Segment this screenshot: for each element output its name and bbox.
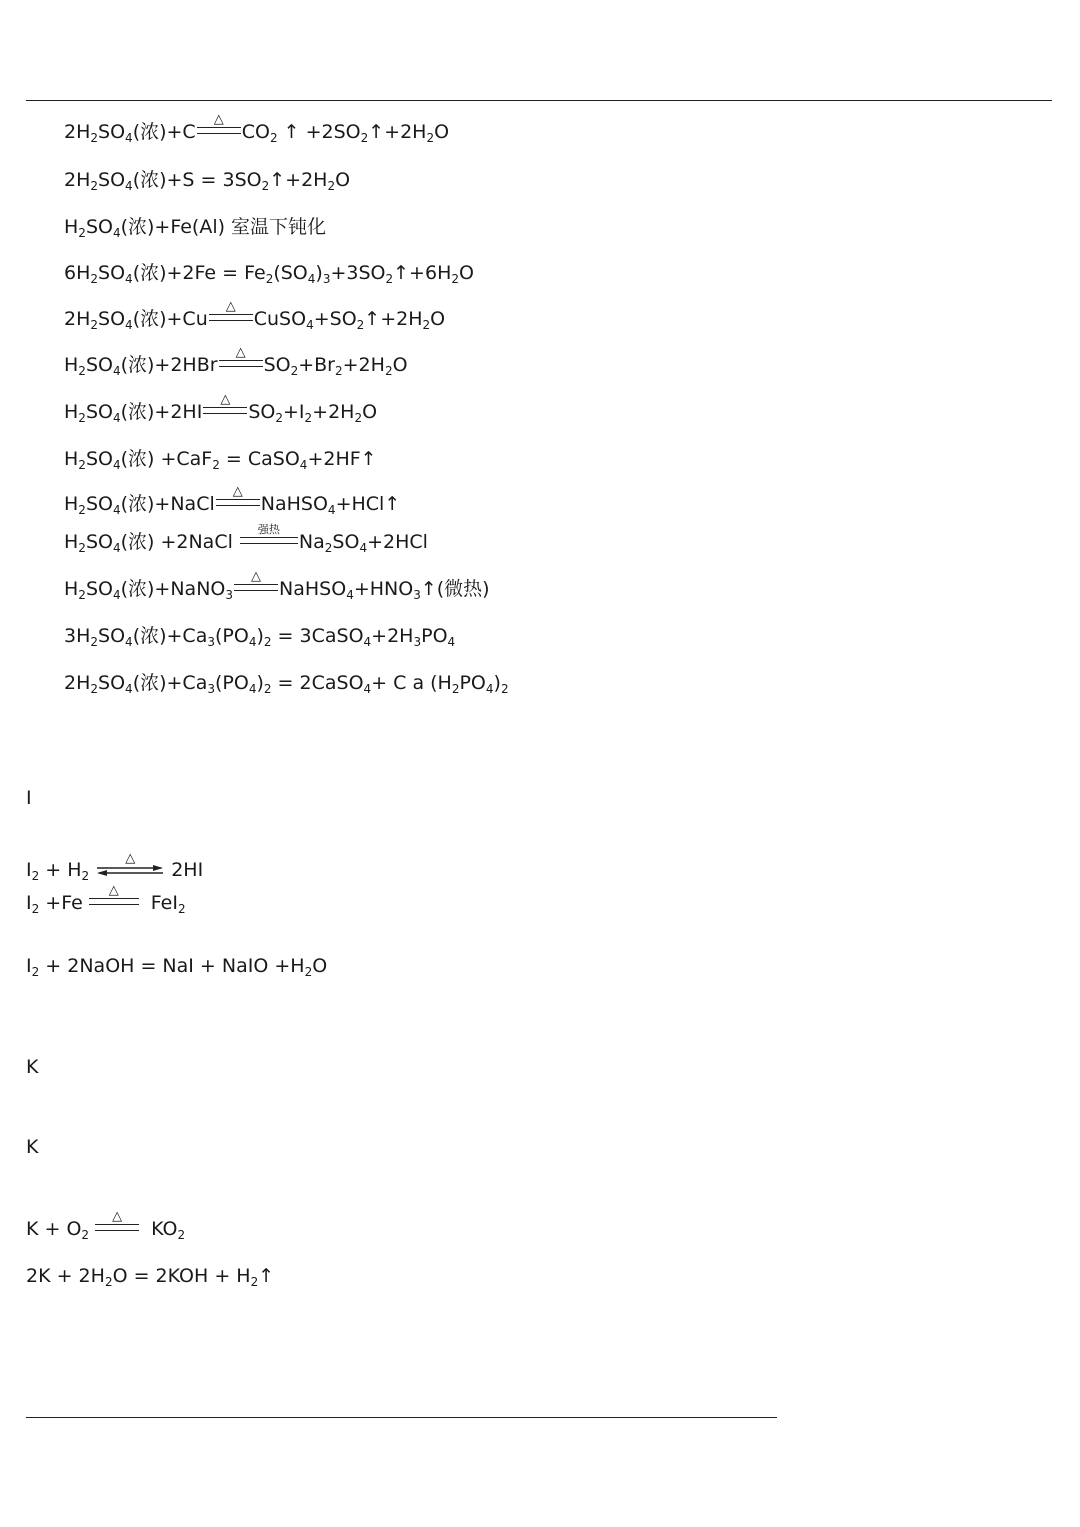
subscript: 3 (413, 588, 421, 602)
subscript: 2 (385, 272, 394, 286)
subscript: 2 (31, 902, 40, 916)
formula-text: K + O (26, 1218, 82, 1240)
subscript: 4 (112, 503, 121, 517)
equation-h2so4-nacl-heat (64, 484, 401, 517)
formula-text: O (392, 354, 408, 376)
formula-text: +I (282, 401, 305, 423)
formula-text: (SO (273, 262, 308, 284)
formula-text: SO (98, 169, 126, 191)
formula-text: + 2NaOH = NaI + NaIO +H (39, 955, 305, 977)
formula-text: (PO (214, 625, 249, 647)
subscript: 2 (177, 1228, 186, 1242)
subscript: 2 (290, 364, 299, 378)
formula-text: CuSO (253, 308, 307, 330)
subscript: 2 (31, 965, 40, 979)
subscript: 4 (125, 635, 133, 649)
formula-text (197, 127, 241, 134)
formula-text (240, 537, 298, 544)
subscript: 2 (31, 869, 40, 883)
section-heading-potassium-1: K (26, 1056, 39, 1078)
subscript: 2 (324, 541, 333, 555)
formula-text: +Br (298, 354, 335, 376)
subscript: 2 (78, 364, 86, 378)
formula-text: 2HI (171, 859, 204, 881)
formula-text: (PO (214, 672, 249, 694)
formula-text: O (335, 169, 351, 191)
equation-h2so4-passivation (64, 215, 326, 239)
formula-text: H (64, 354, 79, 376)
formula-text (95, 1224, 139, 1231)
subscript: 4 (112, 411, 121, 425)
formula-text: ) (256, 625, 264, 647)
formula-text: 2H (64, 672, 91, 694)
formula-text: △ (235, 345, 246, 360)
formula-text: 2H (64, 169, 91, 191)
subscript: 2 (90, 635, 99, 649)
subscript: 2 (177, 902, 186, 916)
formula-text: ↑+2H (269, 169, 328, 191)
formula-text: ↑ (258, 1265, 275, 1287)
subscript: 4 (112, 541, 121, 555)
section-heading-iodine: I (26, 787, 32, 809)
subscript: 2 (212, 458, 220, 472)
subscript: 4 (363, 682, 372, 696)
formula-text: H (64, 531, 79, 553)
subscript: 2 (500, 682, 509, 696)
subscript: 4 (112, 458, 121, 472)
formula-text: SO (85, 578, 113, 600)
equation-h2so4-phosphate-2 (64, 671, 509, 695)
section-heading-potassium-2: K (26, 1136, 39, 1158)
formula-text (203, 407, 247, 414)
formula-text: △ (220, 392, 231, 407)
formula-text: △ (225, 299, 236, 314)
formula-text: O (312, 955, 328, 977)
formula-text: KO (151, 1218, 178, 1240)
subscript: 2 (354, 411, 363, 425)
formula-text: +HNO (353, 578, 414, 600)
subscript: 2 (78, 226, 86, 240)
formula-text (219, 360, 263, 367)
formula-text: (浓)+2HBr (120, 354, 218, 376)
formula-text: (浓) +2NaCl (120, 531, 239, 553)
equation-potassium-oxygen (26, 1209, 186, 1242)
heat-condition-arrow (219, 345, 263, 371)
formula-text: H (64, 578, 79, 600)
formula-text: SO (85, 354, 113, 376)
formula-text: 2K + 2H (26, 1265, 105, 1287)
formula-text: △ (108, 883, 119, 898)
formula-text: I (26, 892, 32, 914)
formula-text: I (26, 859, 32, 881)
formula-text: SO (332, 531, 360, 553)
formula-text: SO (248, 401, 276, 423)
subscript: 2 (451, 272, 459, 286)
formula-text: +SO (313, 308, 357, 330)
subscript: 4 (447, 635, 456, 649)
formula-text: +Fe (39, 892, 83, 914)
subscript: 2 (90, 179, 99, 193)
formula-text: H (64, 448, 79, 470)
formula-text: +3SO (330, 262, 386, 284)
heat-condition-arrow (209, 299, 253, 325)
equation-h2so4-hbr (64, 345, 408, 378)
formula-text: SO (85, 448, 113, 470)
subscript: 2 (356, 318, 365, 332)
formula-text: = 2CaSO (271, 672, 364, 694)
subscript: 2 (261, 179, 270, 193)
subscript: 3 (207, 682, 215, 696)
subscript: 2 (360, 131, 369, 145)
formula-text: O (362, 401, 378, 423)
formula-text: + H (39, 859, 82, 881)
formula-text: SO (98, 121, 126, 143)
equation-iodine-hydrogen (26, 851, 204, 883)
formula-text: +2HCl (367, 531, 428, 553)
formula-text: (浓)+Ca (132, 625, 208, 647)
formula-text: H (64, 216, 79, 238)
subscript: 4 (125, 272, 133, 286)
subscript: 4 (125, 131, 133, 145)
formula-text: (浓)+Fe(Al) 室温下钝化 (120, 216, 327, 238)
subscript: 3 (322, 272, 331, 286)
subscript: 4 (346, 588, 354, 602)
subscript: 4 (125, 179, 133, 193)
subscript: 4 (485, 682, 494, 696)
subscript: 2 (81, 869, 90, 883)
formula-text: SO (98, 672, 126, 694)
formula-text (216, 499, 260, 506)
formula-text: △ (213, 112, 224, 127)
subscript: 4 (112, 364, 121, 378)
formula-text (209, 314, 253, 321)
formula-text: ) (315, 262, 323, 284)
subscript: 2 (78, 458, 86, 472)
formula-text: △ (125, 851, 136, 866)
equation-potassium-water (26, 1264, 274, 1288)
equation-iodine-iron (26, 883, 186, 916)
formula-text (234, 584, 278, 591)
formula-text: 6H (64, 262, 91, 284)
formula-text: +2H (371, 625, 414, 647)
subscript: 2 (78, 503, 86, 517)
subscript: 4 (299, 458, 308, 472)
formula-text: 2H (64, 121, 91, 143)
subscript: 2 (263, 682, 272, 696)
heat-condition-arrow (216, 484, 260, 510)
formula-text: SO (85, 493, 113, 515)
formula-text: NaHSO (279, 578, 347, 600)
subscript: 2 (422, 318, 431, 332)
subscript: 2 (384, 364, 393, 378)
formula-text: SO (85, 401, 113, 423)
formula-text: = 3CaSO (271, 625, 364, 647)
formula-text: PO (459, 672, 486, 694)
heat-condition-arrow (197, 112, 241, 138)
formula-text: = CaSO (219, 448, 300, 470)
formula-text: SO (85, 531, 113, 553)
heat-condition-arrow (95, 1209, 139, 1235)
formula-text: O = 2KOH + H (112, 1265, 251, 1287)
subscript: 2 (104, 1275, 113, 1289)
heat-condition-arrow (203, 392, 247, 418)
subscript: 2 (327, 179, 336, 193)
equation-h2so4-sulfur (64, 168, 350, 192)
formula-text: H (64, 493, 79, 515)
formula-text: + C a (H (371, 672, 452, 694)
subscript: 4 (248, 635, 257, 649)
subscript: 4 (307, 272, 316, 286)
formula-text: (浓)+Cu (132, 308, 208, 330)
formula-text: CO (241, 121, 270, 143)
formula-text: O (459, 262, 474, 284)
subscript: 2 (269, 131, 278, 145)
formula-text: SO (98, 262, 126, 284)
equation-h2so4-carbon (64, 112, 450, 145)
formula-text: ↑(微热) (420, 578, 490, 600)
equation-h2so4-copper (64, 299, 446, 332)
formula-text: △ (112, 1209, 123, 1224)
formula-text: O (430, 308, 446, 330)
subscript: 4 (359, 541, 368, 555)
formula-text: O (434, 121, 450, 143)
formula-text: △ (251, 569, 262, 584)
subscript: 2 (265, 272, 274, 286)
reversible-heat-arrow (95, 851, 165, 876)
subscript: 2 (451, 682, 460, 696)
formula-text: FeI (150, 892, 178, 914)
subscript: 4 (112, 588, 121, 602)
equation-h2so4-nano3 (64, 569, 490, 602)
subscript: 4 (112, 226, 121, 240)
subscript: 4 (306, 318, 314, 332)
bottom-rule (26, 1417, 777, 1418)
formula-text: +2H (342, 354, 385, 376)
subscript: 4 (363, 635, 372, 649)
formula-text: SO (263, 354, 291, 376)
subscript: 2 (335, 364, 343, 378)
formula-text: ↑+2H (364, 308, 423, 330)
subscript: 2 (90, 682, 99, 696)
formula-text: 强热 (257, 523, 280, 536)
formula-text: ↑ +2SO (277, 121, 361, 143)
formula-text: 2H (64, 308, 91, 330)
formula-text: NaHSO (260, 493, 328, 515)
formula-text: (浓)+NaCl (120, 493, 215, 515)
subscript: 2 (263, 635, 272, 649)
equation-h2so4-hi (64, 392, 378, 425)
subscript: 2 (426, 131, 435, 145)
subscript: 2 (78, 541, 86, 555)
subscript: 2 (81, 1228, 90, 1242)
formula-text: (浓) +CaF (120, 448, 213, 470)
heat-condition-arrow (89, 883, 139, 909)
formula-text: (浓)+Ca (132, 672, 208, 694)
subscript: 2 (90, 318, 99, 332)
heat-condition-arrow (234, 569, 278, 595)
subscript: 2 (275, 411, 283, 425)
formula-text: (浓)+2Fe = Fe (132, 262, 266, 284)
formula-text: SO (85, 216, 113, 238)
subscript: 3 (207, 635, 215, 649)
formula-text: (浓)+C (132, 121, 196, 143)
subscript: 4 (125, 318, 133, 332)
equation-h2so4-iron (64, 261, 474, 285)
subscript: 3 (413, 635, 422, 649)
formula-text: (浓)+NaNO (120, 578, 226, 600)
formula-text: SO (98, 308, 126, 330)
subscript: 2 (78, 588, 86, 602)
subscript: 3 (225, 588, 234, 602)
formula-text: +2HF↑ (307, 448, 377, 470)
formula-text: +2H (312, 401, 355, 423)
formula-text: (浓)+2HI (120, 401, 203, 423)
formula-text: ↑+2H (368, 121, 427, 143)
subscript: 2 (304, 965, 313, 979)
subscript: 4 (248, 682, 257, 696)
subscript: 4 (327, 503, 336, 517)
formula-text: PO (421, 625, 448, 647)
subscript: 2 (78, 411, 86, 425)
formula-text: H (64, 401, 79, 423)
formula-text: ) (493, 672, 501, 694)
formula-text (89, 898, 139, 905)
equation-h2so4-phosphate-3 (64, 624, 455, 648)
formula-text: Na (298, 531, 325, 553)
subscript: 2 (90, 272, 99, 286)
formula-text: ↑+6H (393, 262, 452, 284)
strong-heat-condition-arrow (240, 523, 298, 548)
formula-text: 3H (64, 625, 91, 647)
subscript: 4 (125, 682, 133, 696)
equation-h2so4-caf2 (64, 447, 377, 471)
formula-text: +HCl↑ (335, 493, 401, 515)
formula-text: SO (98, 625, 126, 647)
top-rule (26, 100, 1052, 101)
formula-text: (浓)+S = 3SO (132, 169, 262, 191)
subscript: 2 (250, 1275, 259, 1289)
formula-text: △ (232, 484, 243, 499)
formula-text: ) (256, 672, 264, 694)
subscript: 2 (90, 131, 99, 145)
formula-text: I (26, 955, 32, 977)
equation-h2so4-nacl-strong-heat (64, 523, 428, 555)
subscript: 2 (304, 411, 313, 425)
equation-iodine-naoh (26, 954, 327, 978)
